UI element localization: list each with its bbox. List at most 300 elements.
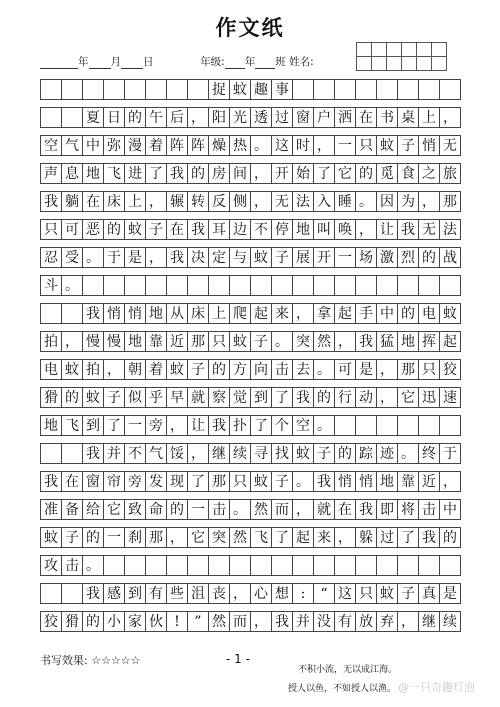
grid-cell <box>335 555 356 576</box>
grid-cell <box>146 555 167 576</box>
grid-row <box>40 583 460 604</box>
grid-cell: 起 <box>440 331 461 352</box>
grid-cell <box>314 79 335 100</box>
grid-cell: ， <box>167 527 188 548</box>
grid-cell: 捉 <box>209 79 230 100</box>
grid-cell: 因 <box>377 191 398 212</box>
grid-cell <box>335 79 356 100</box>
grid-row <box>40 107 460 128</box>
grid-cell: ， <box>398 611 419 632</box>
grid-cell: 爬 <box>230 303 251 324</box>
grid-cell: 烈 <box>398 247 419 268</box>
grid-cell: 那 <box>209 471 230 492</box>
grid-cell: ， <box>230 583 251 604</box>
month-blank <box>89 57 111 69</box>
grid-cell: ， <box>419 191 440 212</box>
grid-cell: 我 <box>356 331 377 352</box>
grid-cell: 到 <box>251 387 272 408</box>
grid-cell: 突 <box>293 331 314 352</box>
grid-cell <box>251 275 272 296</box>
grid-cell: “ <box>314 583 335 604</box>
grid-cell: 觅 <box>377 163 398 184</box>
grid-cell <box>41 303 62 324</box>
grid-cell: 上 <box>125 191 146 212</box>
grid-cell: 日 <box>104 107 125 128</box>
grid-cell: 的 <box>209 359 230 380</box>
grid-cell <box>440 275 461 296</box>
grid-cell: 空 <box>293 415 314 436</box>
grid-cell: 床 <box>104 191 125 212</box>
grid-cell: 在 <box>62 471 83 492</box>
grid-cell: 起 <box>335 303 356 324</box>
grid-cell: 近 <box>167 331 188 352</box>
grade-year-label: 年 <box>244 56 256 68</box>
grid-cell: 方 <box>230 359 251 380</box>
grid-cell: 之 <box>419 163 440 184</box>
grid-cell: 。 <box>272 331 293 352</box>
motto-line-1: 不积小流，无以成江海。 <box>298 665 398 675</box>
grid-cell: 窗 <box>293 107 314 128</box>
grid-cell: 间 <box>230 163 251 184</box>
grid-cell: 那 <box>398 359 419 380</box>
grid-cell: 近 <box>419 471 440 492</box>
grid-cell: 地 <box>398 331 419 352</box>
grid-cell: 我 <box>41 471 62 492</box>
grid-cell: 热 <box>230 135 251 156</box>
grid-cell: 击 <box>419 499 440 520</box>
grid-cell: 书 <box>377 107 398 128</box>
grid-cell: 只 <box>209 331 230 352</box>
rating-label: 书写效果: ☆☆☆☆☆ <box>40 654 141 667</box>
grid-cell: 我 <box>398 219 419 240</box>
grid-cell: 子 <box>188 359 209 380</box>
grid-cell: 让 <box>188 415 209 436</box>
grid-cell: 飞 <box>62 415 83 436</box>
grid-cell: 扑 <box>230 415 251 436</box>
grid-cell: 慢 <box>83 331 104 352</box>
grid-cell: 气 <box>62 135 83 156</box>
grid-cell <box>419 275 440 296</box>
grid-cell: 进 <box>125 163 146 184</box>
grid-cell: 突 <box>209 527 230 548</box>
grid-cell: 刹 <box>125 527 146 548</box>
grid-cell: 一 <box>104 527 125 548</box>
grid-cell: 的 <box>62 387 83 408</box>
grid-cell: 只 <box>419 359 440 380</box>
grid-cell: 我 <box>419 527 440 548</box>
grid-cell: 蚊 <box>251 471 272 492</box>
grid-cell: 的 <box>398 303 419 324</box>
grid-cell: 子 <box>251 331 272 352</box>
grid-cell: 旅 <box>440 163 461 184</box>
grid-cell <box>398 275 419 296</box>
grid-cell: 到 <box>83 415 104 436</box>
grid-cell: 过 <box>377 527 398 548</box>
grid-cell: 备 <box>62 499 83 520</box>
grade-blank <box>225 57 245 69</box>
grid-cell: 房 <box>209 163 230 184</box>
grid-cell: 手 <box>356 303 377 324</box>
grid-cell: ， <box>377 387 398 408</box>
grid-cell <box>440 555 461 576</box>
grid-cell: 决 <box>188 247 209 268</box>
grid-cell: 命 <box>146 499 167 520</box>
grid-cell: 些 <box>167 583 188 604</box>
grid-cell: 食 <box>398 163 419 184</box>
grid-cell: 蚊 <box>83 387 104 408</box>
grid-cell: ， <box>377 359 398 380</box>
grid-cell: 只 <box>230 471 251 492</box>
grid-cell: 真 <box>419 583 440 604</box>
grid-cell: 我 <box>83 443 104 464</box>
grid-cell: 时 <box>293 135 314 156</box>
grid-cell: 继 <box>419 611 440 632</box>
grid-cell: 可 <box>62 219 83 240</box>
grid-cell: 子 <box>314 443 335 464</box>
grid-cell: 的 <box>125 107 146 128</box>
grid-cell: ， <box>440 107 461 128</box>
grid-cell: 恶 <box>83 219 104 240</box>
grid-cell <box>335 275 356 296</box>
grid-cell: 狡 <box>440 359 461 380</box>
month-label: 月 <box>110 56 121 68</box>
grid-cell: 在 <box>83 191 104 212</box>
grid-cell: 放 <box>356 611 377 632</box>
grid-cell: 悄 <box>419 135 440 156</box>
grid-row <box>40 443 460 464</box>
grid-cell <box>398 415 419 436</box>
grid-cell: 行 <box>335 387 356 408</box>
grid-cell: 一 <box>335 247 356 268</box>
grid-cell: 挥 <box>419 331 440 352</box>
grid-cell <box>125 555 146 576</box>
grid-cell: 开 <box>272 163 293 184</box>
grid-cell <box>83 79 104 100</box>
grid-cell: 息 <box>62 163 83 184</box>
grid-cell: 我 <box>314 471 335 492</box>
grid-cell: 电 <box>419 303 440 324</box>
grid-cell: 我 <box>41 191 62 212</box>
grid-cell <box>314 275 335 296</box>
grid-cell: 只 <box>356 583 377 604</box>
grid-cell: 我 <box>83 583 104 604</box>
grid-cell <box>419 79 440 100</box>
grid-cell <box>62 583 83 604</box>
grid-cell: 旁 <box>146 415 167 436</box>
grid-cell: ! <box>167 611 188 632</box>
grid-cell: 击 <box>209 499 230 520</box>
grid-cell: 定 <box>209 247 230 268</box>
grid-cell <box>293 275 314 296</box>
grid-cell: 了 <box>398 527 419 548</box>
grid-cell: 靠 <box>146 331 167 352</box>
grid-cell: 它 <box>188 527 209 548</box>
grid-cell: 那 <box>188 331 209 352</box>
grid-cell: 有 <box>146 583 167 604</box>
grid-cell: 地 <box>41 415 62 436</box>
grid-cell <box>146 275 167 296</box>
grid-cell: 停 <box>272 219 293 240</box>
header-fields <box>40 54 314 69</box>
grid-cell: 踪 <box>356 443 377 464</box>
grid-cell: 我 <box>272 611 293 632</box>
grid-cell: 向 <box>251 359 272 380</box>
grid-cell: 蚊 <box>230 331 251 352</box>
year-label: 年 <box>78 56 89 68</box>
grid-cell: 法 <box>293 191 314 212</box>
grid-cell: ， <box>335 331 356 352</box>
grid-cell: ， <box>335 527 356 548</box>
grid-cell: 然 <box>314 331 335 352</box>
grid-row <box>40 303 460 324</box>
grid-cell <box>440 415 461 436</box>
grid-cell <box>167 79 188 100</box>
grid-cell: 睡 <box>335 191 356 212</box>
grid-cell: 。 <box>83 247 104 268</box>
grid-cell: 终 <box>419 443 440 464</box>
grid-cell <box>398 79 419 100</box>
grid-cell: 迹 <box>377 443 398 464</box>
motto-line-2: 授人以鱼，不如授人以渔。 <box>288 684 397 694</box>
grid-cell: 了 <box>272 527 293 548</box>
grid-cell: 一 <box>335 135 356 156</box>
grid-cell <box>230 555 251 576</box>
grid-cell: ， <box>188 443 209 464</box>
grid-cell <box>335 415 356 436</box>
grid-cell: 我 <box>356 499 377 520</box>
grid-row <box>40 331 460 352</box>
grid-cell: 我 <box>188 219 209 240</box>
grid-cell: 不 <box>125 443 146 464</box>
grid-cell: 中 <box>440 499 461 520</box>
grid-cell: 地 <box>83 163 104 184</box>
grid-cell: ， <box>188 107 209 128</box>
grid-cell: 是 <box>356 359 377 380</box>
grid-cell: 早 <box>167 387 188 408</box>
grid-cell <box>167 275 188 296</box>
grid-cell: 狡 <box>41 611 62 632</box>
class-name-label: 班 姓名: <box>275 56 314 68</box>
grid-cell: 来 <box>314 527 335 548</box>
grid-cell: 找 <box>272 443 293 464</box>
grid-cell: 沮 <box>188 583 209 604</box>
grid-cell: 着 <box>146 359 167 380</box>
grid-cell: 起 <box>251 303 272 324</box>
grid-cell: 桌 <box>398 107 419 128</box>
grid-cell <box>41 443 62 464</box>
grid-cell: 察 <box>209 387 230 408</box>
grid-cell: 帘 <box>104 471 125 492</box>
grid-cell: 从 <box>167 303 188 324</box>
grid-cell: 就 <box>188 387 209 408</box>
grid-cell: 而 <box>230 611 251 632</box>
grid-cell: 馁 <box>167 443 188 464</box>
grid-cell: 即 <box>377 499 398 520</box>
grid-cell: 朝 <box>125 359 146 380</box>
grid-cell: 拍 <box>83 359 104 380</box>
grid-cell <box>419 415 440 436</box>
grid-cell: 。 <box>83 555 104 576</box>
grid-row <box>40 499 460 520</box>
grid-cell: 反 <box>209 191 230 212</box>
grid-cell: 的 <box>419 247 440 268</box>
grid-cell: 无 <box>440 135 461 156</box>
grid-row <box>40 611 460 632</box>
grid-cell: 这 <box>272 135 293 156</box>
grid-cell: ， <box>146 247 167 268</box>
grid-cell: 就 <box>314 499 335 520</box>
grid-cell <box>419 555 440 576</box>
grid-cell: 。 <box>356 191 377 212</box>
grid-cell: 。 <box>314 359 335 380</box>
grid-cell: 始 <box>293 163 314 184</box>
grid-cell <box>440 79 461 100</box>
grid-cell: 旁 <box>125 471 146 492</box>
grid-cell <box>104 555 125 576</box>
grid-cell: 子 <box>398 135 419 156</box>
grid-cell: 并 <box>104 443 125 464</box>
grid-cell: 不 <box>251 219 272 240</box>
grid-cell: 了 <box>272 387 293 408</box>
grid-cell: 悄 <box>335 471 356 492</box>
grid-cell <box>230 275 251 296</box>
grid-cell: 辗 <box>167 191 188 212</box>
grid-cell: 光 <box>230 107 251 128</box>
grid-cell: 耳 <box>209 219 230 240</box>
grid-cell: ， <box>440 471 461 492</box>
day-label: 日 <box>143 56 154 68</box>
grid-cell: 我 <box>209 415 230 436</box>
grid-cell: 那 <box>440 191 461 212</box>
grid-cell: 子 <box>62 527 83 548</box>
grid-cell: 窗 <box>83 471 104 492</box>
grid-cell: 飞 <box>104 163 125 184</box>
grid-cell <box>41 107 62 128</box>
grid-cell: 的 <box>83 611 104 632</box>
grid-cell: 的 <box>188 163 209 184</box>
grid-cell: 上 <box>419 107 440 128</box>
grid-cell <box>188 79 209 100</box>
grid-cell: 了 <box>251 415 272 436</box>
grid-cell: 动 <box>356 387 377 408</box>
grid-cell: 给 <box>83 499 104 520</box>
grid-cell: 的 <box>440 527 461 548</box>
grid-cell: ， <box>251 611 272 632</box>
grid-cell: 无 <box>419 219 440 240</box>
grid-cell: 悄 <box>125 303 146 324</box>
grid-cell: 法 <box>440 219 461 240</box>
grid-cell: 地 <box>293 219 314 240</box>
grid-cell: 发 <box>146 471 167 492</box>
grid-cell <box>293 555 314 576</box>
grid-cell <box>125 275 146 296</box>
grid-cell: 拍 <box>41 331 62 352</box>
grid-cell: 子 <box>272 471 293 492</box>
grid-cell: 伙 <box>146 611 167 632</box>
grid-row <box>40 275 460 296</box>
grid-cell <box>83 275 104 296</box>
grid-cell: 然 <box>251 499 272 520</box>
grid-cell: 了 <box>104 415 125 436</box>
grid-cell: ， <box>251 191 272 212</box>
watermark: @一只奇趣灯泡 <box>398 681 475 694</box>
grid-row <box>40 219 460 240</box>
grid-cell: 漫 <box>125 135 146 156</box>
grid-cell: 受 <box>62 247 83 268</box>
grid-cell <box>62 79 83 100</box>
grid-cell: 一 <box>188 499 209 520</box>
grid-cell: 起 <box>293 527 314 548</box>
grid-cell: 是 <box>440 583 461 604</box>
grid-cell <box>377 275 398 296</box>
grid-cell <box>62 303 83 324</box>
grid-cell <box>251 555 272 576</box>
grid-cell: 事 <box>272 79 293 100</box>
grid-cell: 现 <box>167 471 188 492</box>
grid-cell: 小 <box>104 611 125 632</box>
grid-cell: 后 <box>167 107 188 128</box>
grid-cell: 激 <box>377 247 398 268</box>
grid-cell: 击 <box>62 555 83 576</box>
grid-cell: 家 <box>125 611 146 632</box>
grid-cell: 那 <box>146 527 167 548</box>
grid-row <box>40 247 460 268</box>
grid-cell: ， <box>356 219 377 240</box>
grid-cell: 觉 <box>230 387 251 408</box>
grid-cell: ” <box>188 611 209 632</box>
grid-row <box>40 387 460 408</box>
grid-cell: ， <box>104 359 125 380</box>
grid-cell: : <box>293 583 314 604</box>
grid-cell: 是 <box>125 247 146 268</box>
grid-cell: 。 <box>398 443 419 464</box>
grid-cell: 丧 <box>209 583 230 604</box>
grid-cell: 它 <box>398 387 419 408</box>
grid-row <box>40 163 460 184</box>
grid-cell: 的 <box>83 527 104 548</box>
grid-cell <box>146 79 167 100</box>
grid-cell <box>293 79 314 100</box>
grid-cell: 我 <box>167 163 188 184</box>
grid-cell: 了 <box>188 471 209 492</box>
grid-cell: 于 <box>104 247 125 268</box>
grid-cell: 让 <box>377 219 398 240</box>
grid-cell: 它 <box>104 499 125 520</box>
grid-cell <box>377 415 398 436</box>
grid-cell: 有 <box>335 611 356 632</box>
grid-cell: 叫 <box>314 219 335 240</box>
grid-cell: 弥 <box>104 135 125 156</box>
grid-cell: 战 <box>440 247 461 268</box>
grid-cell: 午 <box>146 107 167 128</box>
grid-cell: 躺 <box>62 191 83 212</box>
grid-cell: 速 <box>440 387 461 408</box>
grid-cell <box>62 107 83 128</box>
grid-cell: 侧 <box>230 191 251 212</box>
grid-cell: 猛 <box>377 331 398 352</box>
grid-cell: 似 <box>125 387 146 408</box>
grid-cell: 的 <box>356 163 377 184</box>
grid-cell: 子 <box>146 219 167 240</box>
grid-cell <box>377 555 398 576</box>
grid-cell: 空 <box>41 135 62 156</box>
grid-row <box>40 555 460 576</box>
grid-cell: 阵 <box>188 135 209 156</box>
grid-cell: 燥 <box>209 135 230 156</box>
grid-cell: 的 <box>104 219 125 240</box>
grid-cell <box>398 555 419 576</box>
grid-cell: ， <box>146 191 167 212</box>
